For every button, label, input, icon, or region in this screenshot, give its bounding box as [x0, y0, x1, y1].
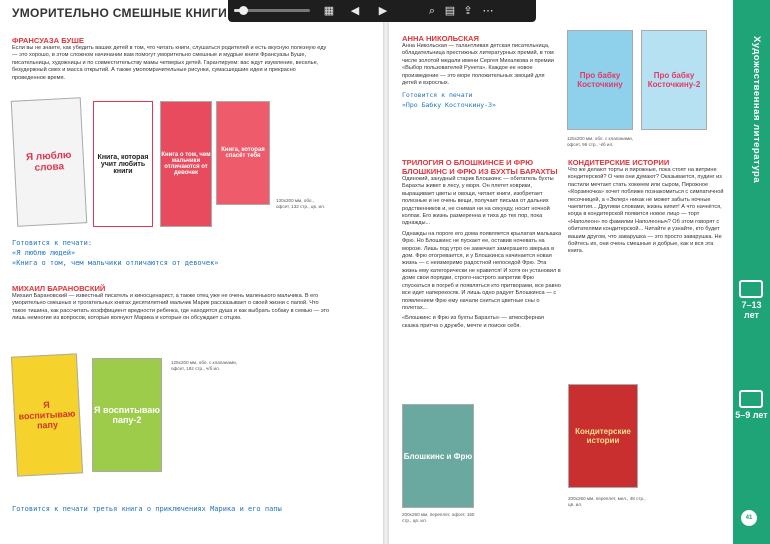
cover-title: Кондитерские истории: [575, 427, 631, 445]
coming-soon-item: «Я люблю людей»: [12, 249, 76, 257]
book-cover-confectionery[interactable]: [568, 384, 638, 488]
book-cover-babka-1[interactable]: [567, 30, 633, 130]
trilogy-paragraph: Одинокий, занудный старик Блошкинс — обитатель бухты Барахты живет в лесу, у моря. Он плетет коврики, выращивает цветы и овощи, читает книги, изобретает полезные и не очень вещи, получает письма от дальних родственников и, не снимая ни на секунду, носит ночной колпак. Его жизнь размеренна и тиха до тех пор, пока однажды...: [402, 176, 554, 227]
book-cover-raising-dad-2[interactable]: [92, 358, 162, 472]
book-specs: 130x200 мм, обл., офсет, 132 стр., цв. ил.: [276, 198, 326, 209]
book-specs: 200x260 мм, переплет, мел., 48 стр., цв. ил.: [568, 496, 646, 507]
coming-soon-label: Готовится к печати:: [12, 239, 93, 247]
pages-grid-icon[interactable]: ▦: [323, 5, 335, 17]
next-page-icon[interactable]: ▶: [378, 5, 388, 17]
cover-title: Я воспитываю папу-2: [94, 405, 160, 425]
book-specs: 200x260 мм, переплет, офсет, 160 стр., цв. ил.: [402, 512, 475, 523]
more-icon[interactable]: ⋯: [482, 5, 494, 17]
page-slider[interactable]: [234, 9, 310, 12]
trilogy-title: ТРИЛОГИЯ О БЛОШКИНСЕ И ФРЮ БЛОШКИНС И ФРЮ ИЗ БУХТЫ БАРАХТЫ: [402, 158, 558, 176]
share-icon[interactable]: ⇪: [463, 5, 473, 17]
book-specs: 125x200 мм, обл. с клапанами, офсет, 192 стр., ч/б ил.: [171, 360, 237, 371]
cover-title: Блошкинс и Фрю: [403, 451, 473, 461]
author-description: Михаил Барановский — известный писатель и киносценарист, а также отец уже не очень маленького мальчика. В его уморительно смешных и трогательных книгах десятилетний мальчик Марик рассказывает о своей жизни с папой. Что такое тишина, как рассчитать коэффициент вредности ребенка, где находится душа и как выбрать собаку в семью — это лишь немногие из вопросов, которые волнуют Марика и которые он обсуждает с отцом.: [12, 293, 330, 322]
page-slider-knob[interactable]: [239, 6, 248, 15]
book-cover-bloshkins[interactable]: [402, 404, 474, 508]
bookmarks-icon[interactable]: ▤: [444, 5, 456, 17]
book-spine: [383, 0, 389, 544]
cover-title: Книга, которая спасёт тебя: [221, 147, 265, 159]
author-name: АННА НИКОЛЬСКАЯ: [402, 34, 479, 43]
coming-soon-label: Готовится к печати: [402, 91, 473, 100]
coming-soon-item: «Про Бабку Косточкину-3»: [402, 101, 496, 110]
age-range-label: 7–13 лет: [741, 300, 762, 320]
cover-title: Я воспитываю папу: [18, 399, 76, 431]
book-cover-boys-girls[interactable]: [160, 101, 212, 227]
book-cover-save-you[interactable]: [216, 101, 270, 205]
reader-toolbar: [228, 0, 536, 22]
author-section-boucher: [12, 36, 328, 85]
trilogy-paragraph: «Блошкинс и Фрю из бухты Барахты» — атмосферная сказка притча о дружбе, мечте и поиске себя.: [402, 315, 544, 329]
author-section-nikolskaya: [402, 34, 560, 110]
book-icon: [739, 280, 763, 298]
section-title: КОНДИТЕРСКИЕ ИСТОРИИ: [568, 158, 670, 167]
cover-title: Я люблю слова: [25, 149, 72, 174]
confectionery-section: [568, 158, 726, 259]
book-cover-i-love-words[interactable]: [11, 97, 87, 226]
category-sidebar: [733, 0, 770, 544]
age-range-label: 5–9 лет: [735, 410, 768, 420]
author-name: ФРАНСУАЗА БУШЕ: [12, 36, 84, 45]
section-description: Что же делают торты и пирожные, пока стоят на витрине кондитерской? О чем они думают? Оказывается, пудинг из пастили мечтает стать хоккеем или сыром, Пирожное «Корзиночка» хочет поближе познакомиться с симпатичной песочницей, а «Эклер» никак не может забыть ночные чаепития... Другими словами, жизнь кипит! А что начнётся, когда в кондитерской появится новое лицо — торт «Наполеон» по фамилии Наполеоныч? Об этом говорят с обитателями кондитерской... Читайте и узнайте, кто будет вашим другом, что заварушка — это просто заварушка. Не бойтесь их, они очень смешные и добрые, как и вся эта книга.: [568, 167, 724, 255]
previous-page-icon[interactable]: ◀: [350, 5, 360, 17]
author-description: Если вы не знаете, как убедить ваших детей в том, что читать книги, слушаться родителей и есть вкусную полезную еду — это хорошо, в этом сложном начинании вам помогут уморительно смешные и мудрые книги Франсуазы Буше, писательницы, художницы и по совместительству мамы четверых детей. Гарантируем: вас ждут изумление, веселье, безудержный смех и масса открытий. А также умопомрачительные рисунки, сумасшедшие идеи и прекрасно проведенное время.: [12, 45, 327, 81]
book-specs: 125x200 мм, обл. с клапанами, офсет, 96 стр., ч/б ил.: [567, 136, 633, 147]
trilogy-section: [402, 158, 562, 333]
trilogy-paragraph: Однажды на пороге его дома появляется крылатая малышка Фрю. Но Блошкинс не пускает ее, оставив ночевать на морозе. Лишь под утро он замечает замерзшего зверька в дом. Фрю отогревается, и у Блошкинса начинается новая жизнь — с неизмеримо радостной непоседой Фрю. Эта жизнь ему категорически не нравится! И хотя он установил в доме свои порядки, строго-настрого запретив Фрю спускаться в погреб и появляться кто притворами, все равно все идет наперекосяк. И лишь одно радует Блошкинса — с появлением Фрю ему начали сниться цветные сны о полетах...: [402, 230, 562, 311]
cover-title: Книга, которая учит любить книги: [97, 153, 149, 175]
page-number: 41: [741, 510, 757, 526]
book-icon: [739, 390, 763, 408]
search-icon[interactable]: ⌕: [428, 5, 436, 17]
book-cover-raising-dad[interactable]: [11, 353, 83, 476]
author-name: МИХАИЛ БАРАНОВСКИЙ: [12, 284, 106, 293]
coming-soon-third-book: Готовится к печати третья книга о приключениях Марика и его папы: [12, 505, 282, 513]
cover-title: Книга о том, чем мальчики отличаются от девочек: [161, 152, 211, 176]
author-section-baranovsky: [12, 284, 332, 326]
book-cover-babka-2[interactable]: [641, 30, 707, 130]
page-heading: УМОРИТЕЛЬНО СМЕШНЫЕ КНИГИ: [12, 6, 227, 20]
coming-soon-item: «Книга о том, чем мальчики отличаются от девочек»: [12, 259, 219, 267]
author-description: Анна Никольская — талантливая детская писательница, обладательница престижных литературных премий, в том числе золотой медали имени Сергея Михалкова и премии «Выбор пользователей Рунета». Каждое ее новое произведение — это море положительных эмоций для детей и взрослых.: [402, 43, 554, 87]
cover-title: Про бабку Косточкину: [577, 71, 623, 89]
coming-soon: [12, 238, 332, 268]
category-title: Художественная литература: [751, 36, 762, 184]
book-cover-love-books[interactable]: [93, 101, 153, 227]
cover-title: Про бабку Косточкину-2: [647, 71, 701, 89]
